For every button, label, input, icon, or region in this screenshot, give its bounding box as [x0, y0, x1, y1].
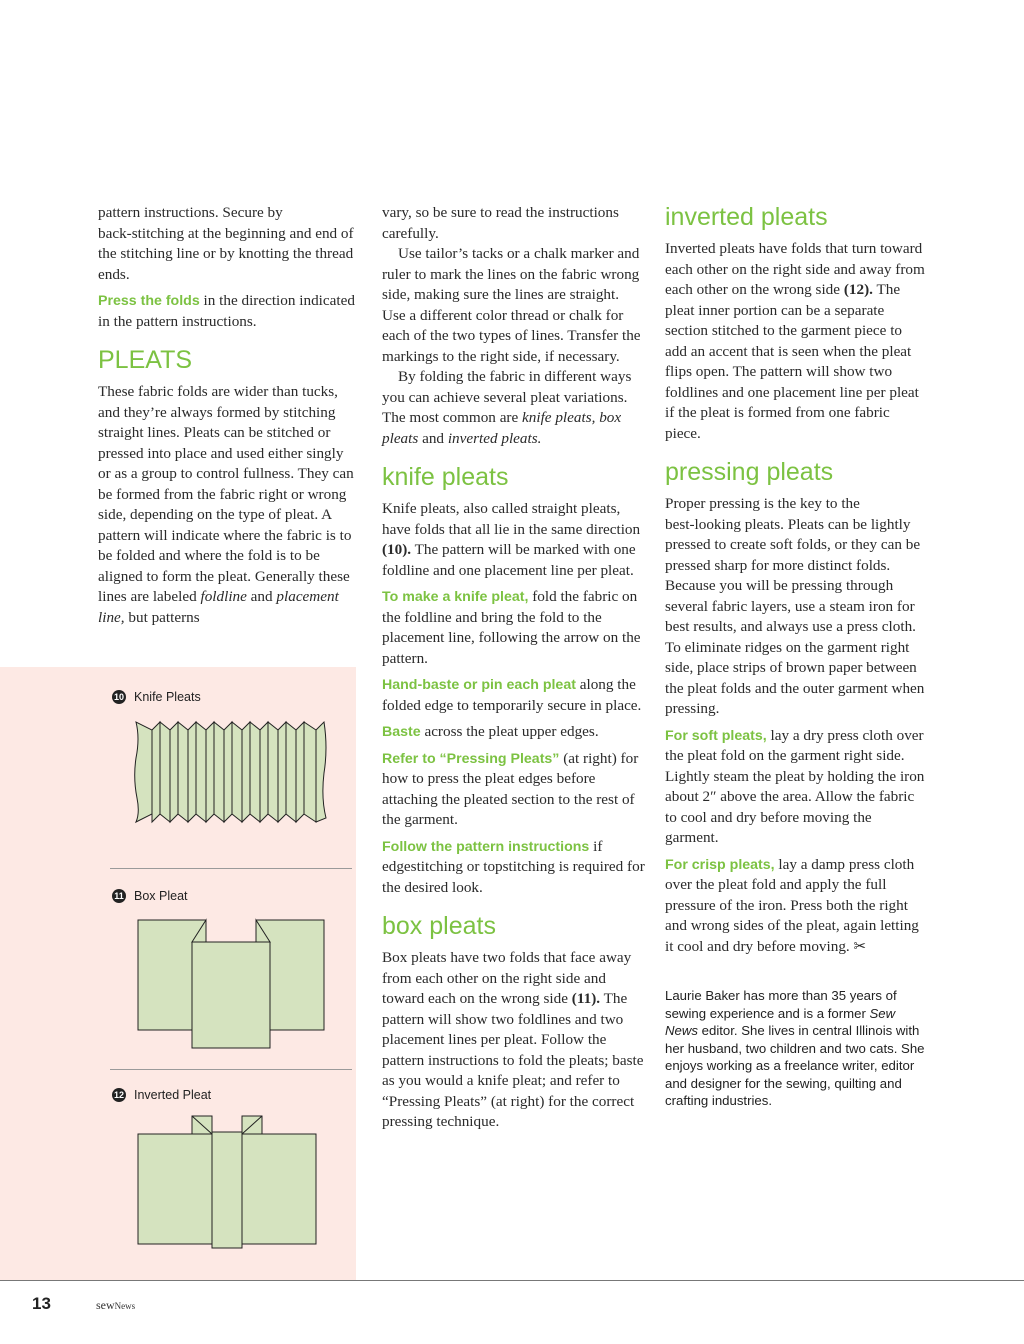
section-heading-inverted-pleats: inverted pleats: [665, 203, 828, 231]
inverted-pleat-illustration: [136, 1114, 320, 1250]
author-bio: [665, 987, 927, 1110]
section-heading-box-pleats: box pleats: [382, 912, 496, 940]
figure-title: Knife Pleats: [134, 690, 201, 704]
lead-in: To make a knife pleat,: [382, 589, 529, 605]
divider: [110, 868, 352, 869]
paragraph-text: but patterns: [124, 608, 200, 626]
figure-reference: (11).: [571, 990, 601, 1007]
paragraph-text: Box pleats have two folds that face away from each other on the right side and toward each on the wrong side: [382, 949, 632, 1007]
paragraph-text: Knife pleats, also called straight pleats, have folds that all lie in the same direction: [382, 500, 641, 538]
paragraph: [665, 855, 927, 958]
lead-in: For crisp pleats,: [665, 856, 775, 873]
emphasis: Sew News: [665, 1005, 896, 1038]
figure-label-12: [112, 1088, 211, 1102]
paragraph-text: lay a damp press cloth over the pleat fold and apply the full pressure of the iron. Press both the right and wrong sides of the pleat, again letting it cool and dry before moving.: [665, 855, 919, 955]
figure-number: 11: [112, 889, 126, 903]
paragraph: Proper pressing is the key to the best‑looking pleats. Pleats can be lightly pressed to create soft folds, or they can be pressed sharp for more distinct folds. Because you will be pressing through several fabric layers, use a steam iron for best results, and always use a press cloth. To eliminate ridges on the garment right side, place strips of brown paper between the pleat folds and the outer garment when pressing.: [665, 495, 925, 717]
scissors-icon: ✂: [853, 937, 867, 955]
paragraph-text: along the folded edge to temporarily secure in place.: [382, 676, 642, 714]
paragraph-text: fold the fabric on the foldline and bring the fold to the placement line, following the arrow on the pattern.: [382, 588, 641, 667]
figure-number: 10: [113, 692, 124, 702]
column-1: [98, 203, 356, 628]
lead-in: Baste: [382, 724, 421, 740]
paragraph-text: The pattern will be marked with one foldline and one placement line per pleat.: [382, 541, 636, 579]
lead-in: Hand‑baste or pin each pleat: [382, 677, 576, 693]
paragraph-text: in the direction indicated in the pattern instructions.: [98, 292, 355, 330]
lead-in: For soft pleats,: [665, 727, 767, 744]
paragraph: pattern instructions. Secure by back‑stitching at the beginning and end of the stitching line or by knotting the thread ends.: [98, 204, 354, 283]
emphasis: foldline: [200, 588, 247, 605]
paragraph: [382, 749, 646, 831]
lead-in: Refer to “Pressing Pleats”: [382, 750, 560, 767]
paragraph-text: across the pleat upper edges.: [420, 723, 599, 740]
paragraph-text: and: [246, 588, 277, 605]
magazine-name-news: News: [114, 1301, 136, 1311]
paragraph-text: By folding the fabric in different ways you can achieve several pleat variations. The most common are: [382, 368, 632, 426]
paragraph: [98, 382, 356, 628]
figure-label-10: [112, 690, 201, 704]
section-heading-knife-pleats: knife pleats: [382, 463, 509, 491]
paragraph: [98, 291, 356, 332]
figure-reference: (12).: [843, 281, 873, 298]
bio-text: Laurie Baker has more than 35 years of sewing experience and is a former: [665, 988, 897, 1021]
paragraph: [665, 239, 927, 444]
paragraph: [382, 587, 646, 669]
emphasis: knife pleats, box pleats: [382, 409, 622, 447]
paragraph-text: and: [418, 429, 448, 447]
column-2: [382, 203, 646, 1133]
figure-title: Inverted Pleat: [134, 1088, 212, 1102]
section-heading-pleats: PLEATS: [98, 346, 193, 374]
paragraph: vary, so be sure to read the instructions carefully.: [382, 204, 619, 242]
lead-in: Follow the pattern instructions: [382, 838, 590, 855]
lead-in: Press the folds: [98, 293, 200, 309]
paragraph-text: Inverted pleats have folds that turn toward each other on the right side and away from each other on the wrong side: [665, 240, 925, 298]
page-number: 13: [32, 1294, 51, 1313]
paragraph-text: The pattern will show two foldlines and two placement lines per pleat. Follow the pattern instructions to fold the pleats; baste as you would a knife pleat; and refer to “Pressing Pleats” (at right) for the correct pressing technique.: [382, 990, 644, 1130]
magazine-name-sew: sew: [96, 1298, 115, 1312]
paragraph: Use tailor’s tacks or a chalk marker and ruler to mark the lines on the fabric wrong side, making sure the lines are straight. Use a different color thread or chalk for each of the two types of lines. Transfer the markings to the right side, if necessary.: [382, 245, 641, 365]
paragraph: [382, 367, 646, 449]
section-heading-pressing-pleats: pressing pleats: [665, 458, 834, 486]
emphasis: placement line,: [98, 588, 339, 626]
divider: [110, 1069, 352, 1070]
figure-title: Box Pleat: [134, 889, 188, 903]
paragraph-text: (at right) for how to press the pleat edges before attaching the pleated section to the rest of the garment.: [382, 749, 639, 828]
paragraph-text: lay a dry press cloth over the pleat fold on the garment right side. Lightly steam the pleat by holding the iron about 2″ above the area. Allow the fabric to cool and dry before moving the garment.: [665, 726, 925, 846]
emphasis: inverted pleats.: [447, 429, 542, 447]
paragraph: [382, 499, 646, 581]
figure-reference: (10).: [382, 541, 412, 558]
paragraph: [382, 837, 646, 899]
figure-number: 12: [113, 1090, 124, 1100]
paragraph-text: These fabric folds are wider than tucks, and they’re always formed by stitching straight lines. Pleats can be stitched or pressed into place and used either singly or as a group to control fullness. They can be formed from the fabric right or wrong side, depending on the type of pleat. A pattern will indicate where the fabric is to be folded and where the fold is to be aligned to form the pleat. Generally these lines are labeled: [98, 383, 354, 605]
box-pleat-illustration: [136, 918, 326, 1050]
paragraph: [382, 948, 646, 1133]
bio-text: editor. She lives in central Illinois with her husband, two children and two cats. She enjoys working as a freelance writer, editor and designer for the sewing, quilting and crafting industries.: [665, 1023, 925, 1108]
paragraph-text: The pleat inner portion can be a separate section stitched to the garment piece to add an accent that is seen when the pleat flips open. The pattern will show two foldlines and one placement line per pleat if the pleat is formed from one fabric piece.: [665, 281, 919, 442]
paragraph: [382, 675, 646, 716]
knife-pleats-illustration: [134, 718, 340, 826]
paragraph-text: if edgestitching or topstitching is required for the desired look.: [382, 837, 645, 896]
figure-label-11: [112, 889, 188, 903]
paragraph: [665, 726, 927, 849]
paragraph: [382, 722, 646, 743]
magazine-name: [96, 1298, 135, 1313]
column-3: [665, 203, 927, 1110]
footer-divider: [0, 1280, 1024, 1281]
